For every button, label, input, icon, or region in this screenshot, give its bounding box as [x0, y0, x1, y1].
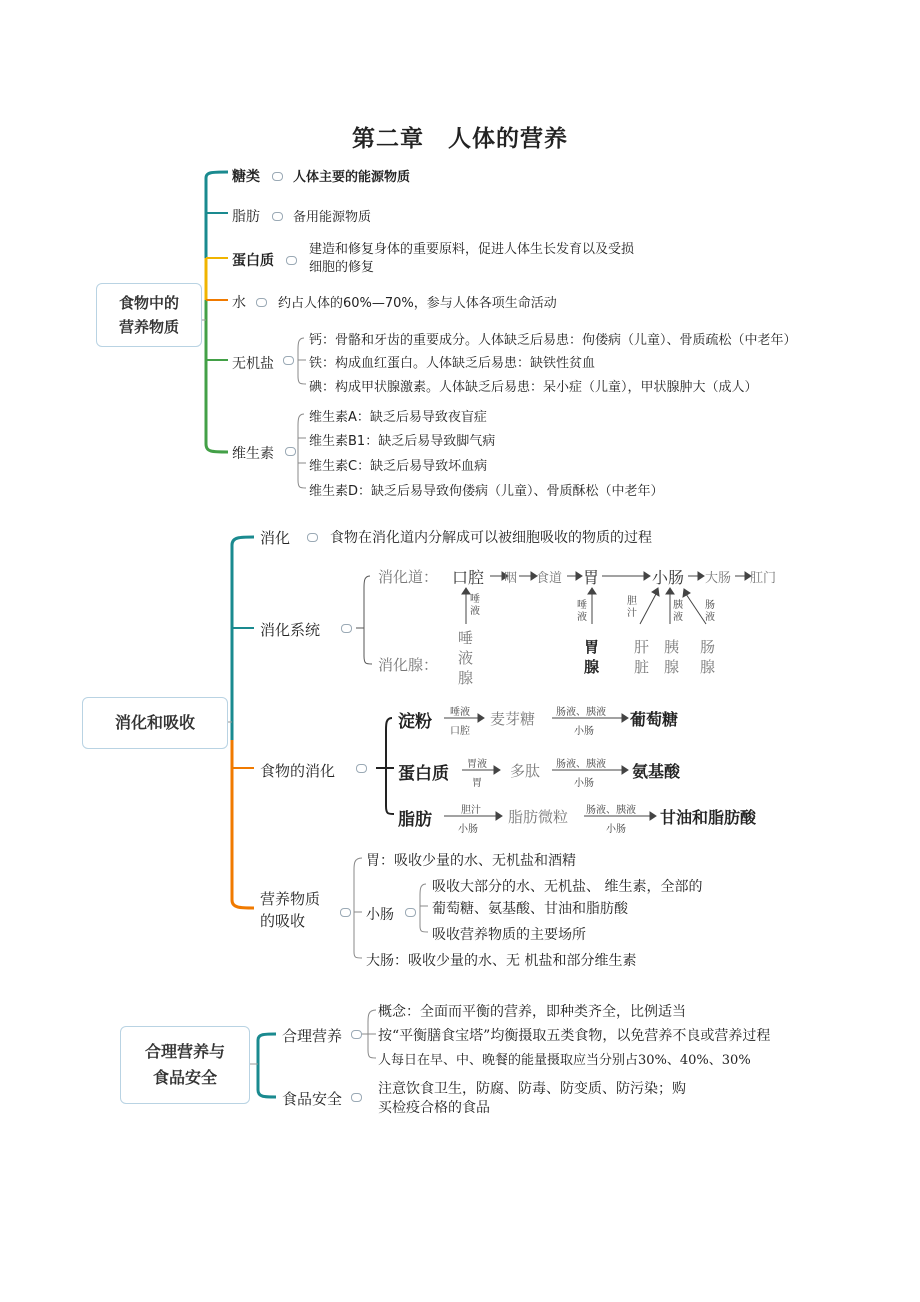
absorption-label-line-2: 的吸收: [260, 912, 306, 930]
starch-site1: 口腔: [450, 726, 470, 737]
node-reasonable-nutrition[interactable]: 合理营养: [282, 1027, 343, 1045]
mineral-iron: 铁：构成血红蛋白。人体缺乏后易患：缺铁性贫血: [309, 356, 596, 371]
starch-product: 葡萄糖: [630, 710, 679, 729]
vitamin-b1: 维生素B1：缺乏后易导致脚气病: [309, 434, 496, 449]
collapse-knob[interactable]: [286, 256, 297, 265]
fat-name: 脂肪: [398, 810, 432, 830]
starch-enzyme1: 唾液: [450, 707, 470, 718]
absorb-si-2: 葡萄糖、氨基酸、甘油和脂肪酸: [432, 901, 628, 917]
protein-site2: 小肠: [574, 778, 594, 789]
gland-intestinal: 肠 腺: [700, 638, 716, 676]
nutrition-item-1: 概念：全面而平衡的营养，即种类齐全，比例适当: [378, 1004, 686, 1020]
tract-label: 消化道：: [378, 568, 439, 586]
protein-mid: 多肽: [510, 762, 541, 780]
protein-product: 氨基酸: [632, 762, 681, 781]
mineral-calcium: 钙：骨骼和牙齿的重要成分。人体缺乏后易患：佝偻病（儿童）、骨质疏松（中老年）: [309, 333, 797, 348]
node-digestive-system[interactable]: 消化系统: [260, 621, 321, 639]
safety-line-1: 注意饮食卫生，防腐、防毒、防变质、防污染；购: [378, 1081, 686, 1097]
protein-name: 蛋白质: [398, 764, 449, 784]
absorb-si-3: 吸收营养物质的主要场所: [432, 927, 586, 943]
absorb-large-intestine: 大肠：吸收少量的水、无 机盐和部分维生素: [366, 953, 637, 969]
node-sugar[interactable]: 糖类: [232, 169, 260, 185]
tract-esophagus: 食道: [536, 571, 563, 586]
page-title: 第二章 人体的营养: [352, 126, 568, 152]
node-protein[interactable]: 蛋白质: [232, 253, 274, 269]
collapse-knob[interactable]: [272, 172, 283, 181]
starch-enzyme2: 肠液、胰液: [556, 707, 606, 718]
fat-mid: 脂肪微粒: [508, 808, 569, 826]
protein-desc: [309, 241, 634, 277]
vitamin-a: 维生素A：缺乏后易导致夜盲症: [309, 410, 487, 425]
fat-site1: 小肠: [458, 824, 478, 835]
nutrition-item-3: 人每日在早、中、晚餐的能量摄取应当分别占30%、40%、30%: [378, 1053, 751, 1068]
collapse-knob[interactable]: [351, 1030, 362, 1039]
tract-anus: 肛门: [750, 571, 777, 586]
node-food-digestion[interactable]: 食物的消化: [260, 762, 336, 780]
juice-gastric: 唾 液: [577, 600, 587, 623]
protein-enzyme1: 胃液: [467, 759, 487, 770]
starch-site2: 小肠: [574, 726, 594, 737]
node-food-safety[interactable]: 食品安全: [282, 1090, 343, 1108]
collapse-knob[interactable]: [356, 764, 367, 773]
nutrition-item-2: 按“平衡膳食宝塔”均衡摄取五类食物，以免营养不良或营养过程: [378, 1028, 771, 1044]
tract-large-intestine: 大肠: [705, 571, 732, 586]
starch-name: 淀粉: [398, 712, 432, 732]
protein-desc-line-2: 细胞的修复: [309, 260, 375, 275]
collapse-knob[interactable]: [340, 908, 351, 917]
gland-liver: 肝 脏: [634, 638, 650, 676]
node-small-intestine[interactable]: 小肠: [366, 907, 394, 923]
fat-product: 甘油和脂肪酸: [660, 808, 757, 827]
node-minerals[interactable]: 无机盐: [232, 356, 274, 372]
absorption-label-line-1: 营养物质: [260, 890, 321, 908]
gland-gastric: 胃 腺: [584, 638, 600, 676]
root-line-1: 食物中的: [118, 294, 179, 312]
collapse-knob[interactable]: [405, 908, 416, 917]
collapse-knob[interactable]: [351, 1093, 362, 1102]
mineral-iodine: 碘：构成甲状腺激素。人体缺乏后易患：呆小症（儿童），甲状腺肿大（成人）: [309, 380, 758, 395]
root-node-digestion[interactable]: 消化和吸收: [82, 697, 228, 749]
root-line-1: 合理营养与: [144, 1042, 225, 1061]
tract-pharynx: 咽: [504, 571, 518, 586]
collapse-knob[interactable]: [307, 533, 318, 542]
absorb-stomach: 胃：吸收少量的水、无机盐和酒精: [366, 853, 576, 869]
node-vitamins[interactable]: 维生素: [232, 446, 274, 462]
root-node-food-safety[interactable]: [120, 1026, 250, 1104]
protein-site1: 胃: [472, 778, 482, 789]
gland-salivary: 唾 液 腺: [458, 629, 474, 687]
fat-desc: 备用能源物质: [293, 210, 372, 225]
tract-small-intestine: 小肠: [652, 568, 685, 587]
collapse-knob[interactable]: [285, 447, 296, 456]
protein-desc-line-1: 建造和修复身体的重要原料，促进人体生长发育以及受损: [309, 242, 635, 257]
collapse-knob[interactable]: [341, 624, 352, 633]
tract-stomach: 胃: [583, 568, 600, 587]
sugar-desc: 人体主要的能源物质: [293, 170, 411, 185]
collapse-knob[interactable]: [256, 298, 267, 307]
root-node-nutrients[interactable]: [96, 283, 202, 347]
protein-enzyme2: 肠液、胰液: [556, 759, 606, 770]
juice-intestinal: 肠 液: [705, 600, 715, 623]
node-fat[interactable]: 脂肪: [232, 209, 260, 225]
absorb-si-1: 吸收大部分的水、无机盐、 维生素，全部的: [432, 879, 703, 895]
tract-mouth: 口腔: [452, 568, 485, 587]
node-absorption[interactable]: [260, 888, 320, 932]
digestion-desc: 食物在消化道内分解成可以被细胞吸收的物质的过程: [330, 530, 652, 546]
vitamin-c: 维生素C：缺乏后易导致坏血病: [309, 459, 488, 474]
collapse-knob[interactable]: [272, 212, 283, 221]
juice-saliva: 唾 液: [470, 594, 480, 617]
collapse-knob[interactable]: [283, 356, 294, 365]
fat-site2: 小肠: [606, 824, 626, 835]
fat-enzyme2: 肠液、胰液: [586, 805, 636, 816]
root-line-2: 食品安全: [152, 1068, 217, 1087]
fat-enzyme1: 胆汁: [461, 805, 481, 816]
node-digestion[interactable]: 消化: [260, 529, 291, 547]
starch-mid: 麦芽糖: [490, 710, 536, 728]
gland-pancreas: 胰 腺: [664, 638, 680, 676]
node-water[interactable]: 水: [232, 295, 246, 311]
gland-label: 消化腺：: [378, 656, 439, 674]
root-line-2: 营养物质: [118, 318, 179, 336]
vitamin-d: 维生素D：缺乏后易导致佝偻病（儿童）、骨质酥松（中老年）: [309, 484, 664, 499]
safety-items: [378, 1080, 686, 1118]
juice-bile: 胆 汁: [627, 596, 637, 619]
juice-pancreatic: 胰 液: [673, 600, 683, 623]
safety-line-2: 买检疫合格的食品: [378, 1100, 490, 1116]
water-desc: 约占人体的60%—70%，参与人体各项生命活动: [278, 296, 557, 311]
